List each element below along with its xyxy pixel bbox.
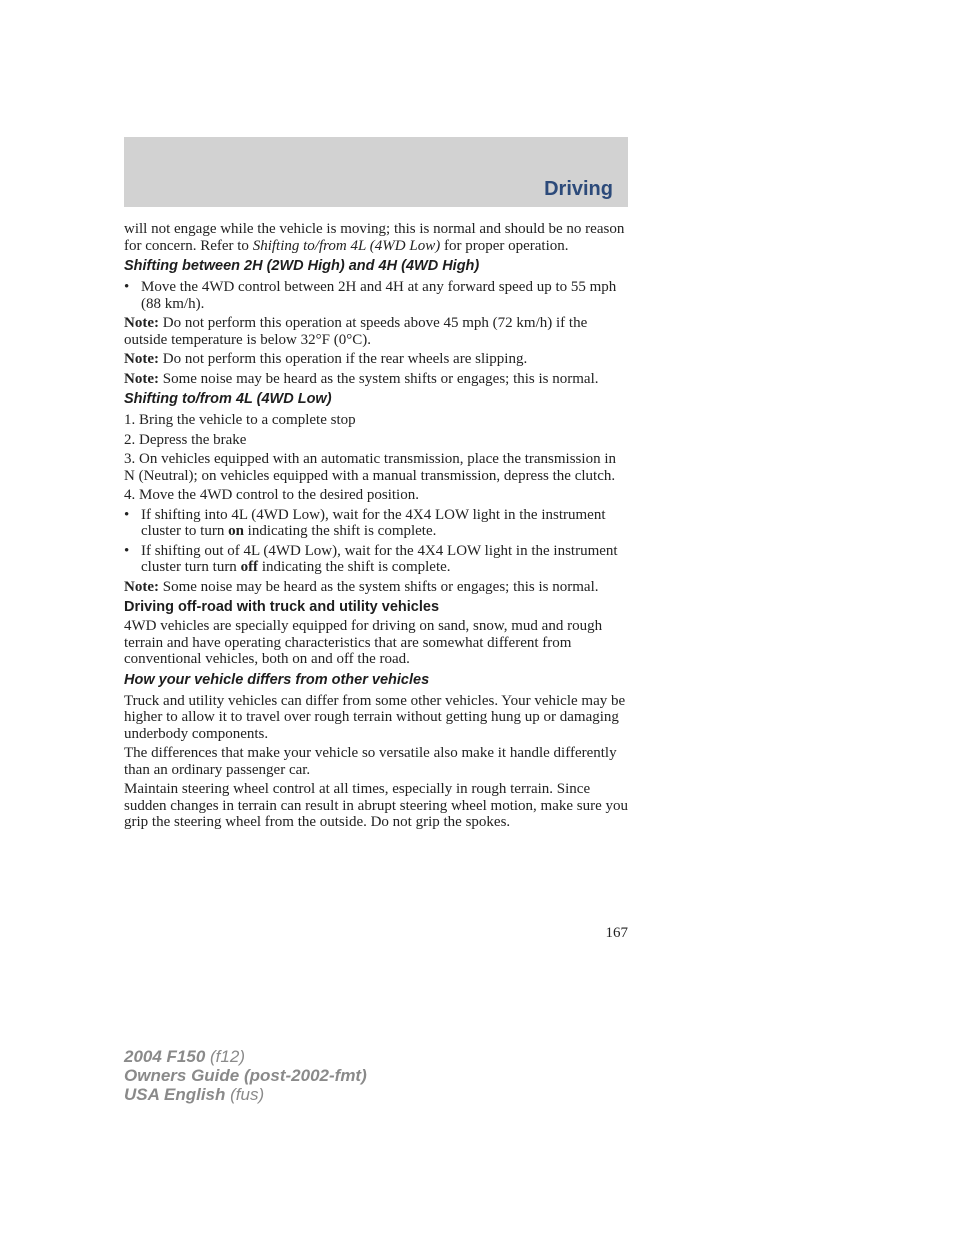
offroad-paragraph: 4WD vehicles are specially equipped for driving on sand, snow, mud and rough terrain and have operating characteristics that are somewhat different from conventional vehicles, both on and off the road. — [124, 618, 603, 667]
bullet-icon: • — [124, 279, 130, 295]
note-label: Note: — [124, 578, 159, 595]
page-number: 167 — [605, 925, 628, 941]
note-label: Note: — [124, 315, 159, 331]
intro-text-2: for proper operation. — [440, 237, 569, 254]
step-1: 1. Bring the vehicle to a complete stop — [124, 412, 356, 428]
document-footer — [124, 1047, 367, 1104]
heading-differs: How your vehicle differs from other vehicles — [124, 671, 430, 688]
bullet-text: If shifting out of 4L (4WD Low), wait for the 4X4 LOW light in the instrument cluster turn turn off indicating the shift is complete. — [141, 542, 618, 575]
cross-reference: Shifting to/from 4L (4WD Low) — [252, 237, 441, 254]
note-text: Do not perform this operation at speeds above 45 mph (72 km/h) if the outside temperature is below 32°F (0°C). — [124, 315, 588, 348]
heading-shift-2h-4h: Shifting between 2H (2WD High) and 4H (4WD High) — [124, 258, 480, 274]
note-4 — [124, 579, 630, 596]
bullet-item — [124, 279, 630, 312]
step-2: 2. Depress the brake — [124, 431, 247, 448]
differs-paragraph-2: The differences that make your vehicle so versatile also make it handle differently than an ordinary passenger car. — [124, 745, 617, 778]
note-1 — [124, 315, 630, 348]
step-3: 3. On vehicles equipped with an automatic transmission, place the transmission in N (Neutral); on vehicles equipped with a manual transmission, depress the clutch. — [124, 451, 616, 484]
note-2 — [124, 351, 630, 368]
bullet-text: If shifting into 4L (4WD Low), wait for the 4X4 LOW light in the instrument cluster to turn on indicating the shift is complete. — [141, 506, 606, 539]
note-3 — [124, 371, 630, 388]
bullet-item — [124, 507, 630, 540]
differs-paragraph-3: Maintain steering wheel control at all times, especially in rough terrain. Since sudden changes in terrain can result in abrupt steering wheel motion, make sure you grip the steering wheel from the outside. Do not grip the spokes. — [124, 781, 629, 830]
note-text: Some noise may be heard as the system shifts or engages; this is normal. — [158, 578, 599, 595]
bullet-item — [124, 543, 630, 576]
section-title: Driving — [544, 178, 613, 200]
differs-paragraph-1: Truck and utility vehicles can differ from some other vehicles. Your vehicle may be higher to allow it to travel over rough terrain without getting hung up or damaging underbody components. — [124, 692, 626, 742]
footer-line-2: Owners Guide (post-2002-fmt) — [124, 1066, 367, 1085]
note-label: Note: — [124, 370, 159, 387]
footer-line-1: 2004 F150 (f12) — [124, 1047, 245, 1066]
page-content — [124, 221, 630, 834]
heading-offroad: Driving off-road with truck and utility vehicles — [124, 599, 440, 615]
bullet-icon: • — [124, 506, 130, 523]
note-text: Some noise may be heard as the system shifts or engages; this is normal. — [158, 370, 599, 387]
step-4: 4. Move the 4WD control to the desired position. — [124, 487, 419, 503]
intro-paragraph — [124, 221, 630, 254]
bullet-text: Move the 4WD control between 2H and 4H at any forward speed up to 55 mph (88 km/h). — [141, 279, 617, 312]
intro-text-1: will not engage while the vehicle is moving; this is normal and should be no reason for concern. Refer to — [124, 221, 625, 254]
note-label: Note: — [124, 351, 159, 367]
footer-line-3: USA English (fus) — [124, 1085, 265, 1104]
note-text: Do not perform this operation if the rear wheels are slipping. — [158, 351, 528, 367]
heading-shift-4l: Shifting to/from 4L (4WD Low) — [124, 391, 332, 407]
section-header-band — [124, 137, 628, 207]
bullet-icon: • — [124, 542, 130, 559]
